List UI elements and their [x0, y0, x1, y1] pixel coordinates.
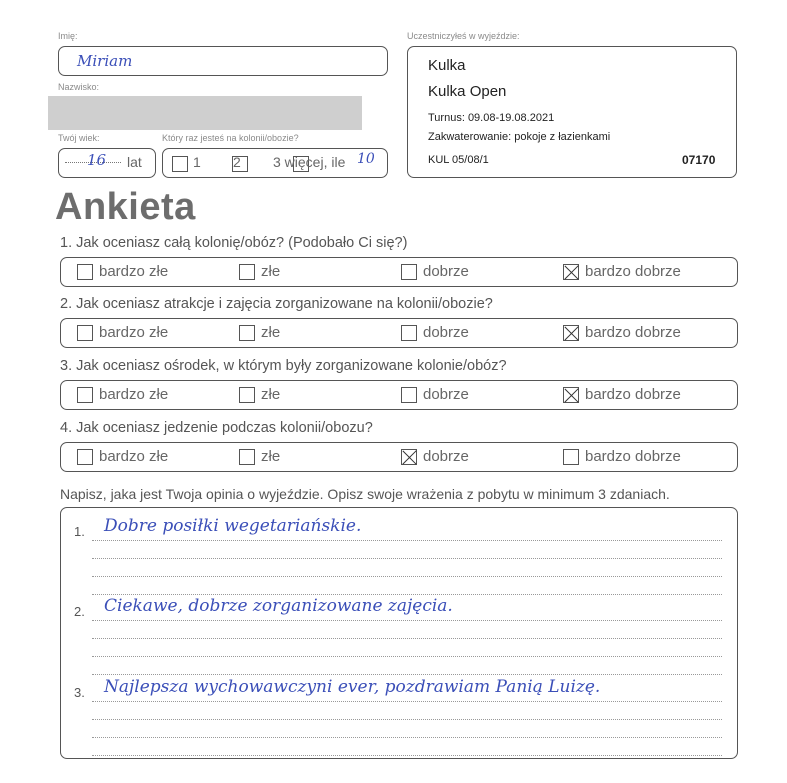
trip-lodging: Zakwaterowanie: pokoje z łazienkami: [428, 131, 611, 143]
checkbox[interactable]: [563, 449, 579, 465]
checkbox[interactable]: [239, 449, 255, 465]
opinion-number-3: 3.: [74, 685, 85, 700]
checkbox[interactable]: [563, 387, 579, 403]
checkbox[interactable]: [563, 325, 579, 341]
page-title: Ankieta: [55, 186, 196, 228]
writing-line: [92, 638, 722, 639]
option-label: bardzo złe: [99, 386, 169, 403]
option-label: złe: [261, 448, 281, 465]
trip-turnus: Turnus: 09.08-19.08.2021: [428, 112, 555, 124]
question-4-option-1[interactable]: [77, 448, 168, 465]
checkbox[interactable]: [401, 264, 417, 280]
participant-label: Uczestniczyłeś w wyjeździe:: [407, 31, 520, 41]
times-option-1: 1: [193, 154, 201, 170]
option-label: bardzo dobrze: [585, 448, 681, 465]
writing-line: [92, 755, 722, 756]
opinion-prompt: Napisz, jaka jest Twoja opinia o wyjeździe. Opisz swoje wrażenia z pobytu w minimum 3 zdaniach.: [60, 486, 670, 502]
checkbox[interactable]: [239, 264, 255, 280]
writing-line: [92, 576, 722, 577]
age-label: Twój wiek:: [58, 133, 100, 143]
trip-number: 07170: [682, 153, 716, 167]
times-value: 10: [357, 151, 375, 167]
option-label: bardzo złe: [99, 324, 169, 341]
option-label: bardzo dobrze: [585, 324, 681, 341]
first-name-field[interactable]: [58, 46, 388, 76]
first-name-value: Miriam: [77, 52, 133, 70]
question-1-option-4[interactable]: [563, 263, 681, 280]
opinion-text-1: Dobre posiłki wegetariańskie.: [104, 516, 362, 536]
option-label: złe: [261, 263, 281, 280]
checkbox[interactable]: [77, 325, 93, 341]
checkbox[interactable]: [401, 449, 417, 465]
question-3-option-3[interactable]: [401, 386, 469, 403]
checkbox[interactable]: [401, 325, 417, 341]
opinion-text-2: Ciekawe, dobrze zorganizowane zajęcia.: [104, 596, 453, 616]
question-1-option-3[interactable]: [401, 263, 469, 280]
writing-line: [92, 737, 722, 738]
question-3-option-2[interactable]: [239, 386, 280, 403]
question-4-options: [60, 442, 738, 472]
question-2-option-3[interactable]: [401, 324, 469, 341]
question-1-option-2[interactable]: [239, 263, 280, 280]
checkbox[interactable]: [401, 387, 417, 403]
first-name-label: Imię:: [58, 31, 78, 41]
option-label: dobrze: [423, 448, 469, 465]
opinion-number-1: 1.: [74, 524, 85, 539]
question-1-options: [60, 257, 738, 287]
option-label: bardzo dobrze: [585, 386, 681, 403]
question-2-option-1[interactable]: [77, 324, 168, 341]
trip-line2: Kulka Open: [428, 83, 507, 100]
times-checkbox-1[interactable]: [172, 156, 188, 172]
writing-line: [92, 558, 722, 559]
checkbox[interactable]: [77, 387, 93, 403]
opinion-box[interactable]: [60, 507, 738, 759]
last-name-redaction: [48, 96, 362, 130]
checkbox[interactable]: [239, 325, 255, 341]
question-2-text: 2. Jak oceniasz atrakcje i zajęcia zorganizowane na kolonii/obozie?: [60, 296, 493, 312]
writing-line: [92, 701, 722, 702]
question-1-text: 1. Jak oceniasz całą kolonię/obóz? (Podobało Ci się?): [60, 235, 408, 251]
question-4-option-4[interactable]: [563, 448, 681, 465]
option-label: dobrze: [423, 263, 469, 280]
age-unit: lat: [127, 154, 142, 170]
checkbox[interactable]: [239, 387, 255, 403]
writing-line: [92, 594, 722, 595]
opinion-text-3: Najlepsza wychowawczyni ever, pozdrawiam Panią Luizę.: [104, 677, 601, 697]
question-4-option-2[interactable]: [239, 448, 280, 465]
question-1-option-1[interactable]: [77, 263, 168, 280]
writing-line: [92, 540, 722, 541]
opinion-number-2: 2.: [74, 604, 85, 619]
checkbox[interactable]: [77, 264, 93, 280]
writing-line: [92, 620, 722, 621]
times-label: Który raz jesteś na kolonii/obozie?: [162, 133, 299, 143]
trip-line1: Kulka: [428, 57, 466, 74]
option-label: złe: [261, 324, 281, 341]
writing-line: [92, 674, 722, 675]
option-label: złe: [261, 386, 281, 403]
trip-info-box: [407, 46, 737, 178]
question-3-options: [60, 380, 738, 410]
trip-code: KUL 05/08/1: [428, 154, 489, 166]
times-field[interactable]: [162, 148, 388, 178]
checkbox[interactable]: [77, 449, 93, 465]
age-value: 16: [87, 151, 107, 169]
option-label: bardzo dobrze: [585, 263, 681, 280]
question-2-options: [60, 318, 738, 348]
option-label: dobrze: [423, 386, 469, 403]
option-label: bardzo złe: [99, 263, 169, 280]
checkbox[interactable]: [563, 264, 579, 280]
age-field[interactable]: [58, 148, 156, 178]
option-label: bardzo złe: [99, 448, 169, 465]
question-3-option-1[interactable]: [77, 386, 168, 403]
question-3-option-4[interactable]: [563, 386, 681, 403]
option-label: dobrze: [423, 324, 469, 341]
question-2-option-4[interactable]: [563, 324, 681, 341]
question-2-option-2[interactable]: [239, 324, 280, 341]
writing-line: [92, 656, 722, 657]
last-name-label: Nazwisko:: [58, 82, 100, 92]
times-option-3: 3 więcej, ile: [273, 154, 346, 170]
question-4-option-3[interactable]: [401, 448, 469, 465]
times-option-2: 2: [233, 154, 241, 170]
question-3-text: 3. Jak oceniasz ośrodek, w którym były zorganizowane kolonie/obóz?: [60, 358, 507, 374]
writing-line: [92, 719, 722, 720]
question-4-text: 4. Jak oceniasz jedzenie podczas kolonii/obozu?: [60, 420, 373, 436]
